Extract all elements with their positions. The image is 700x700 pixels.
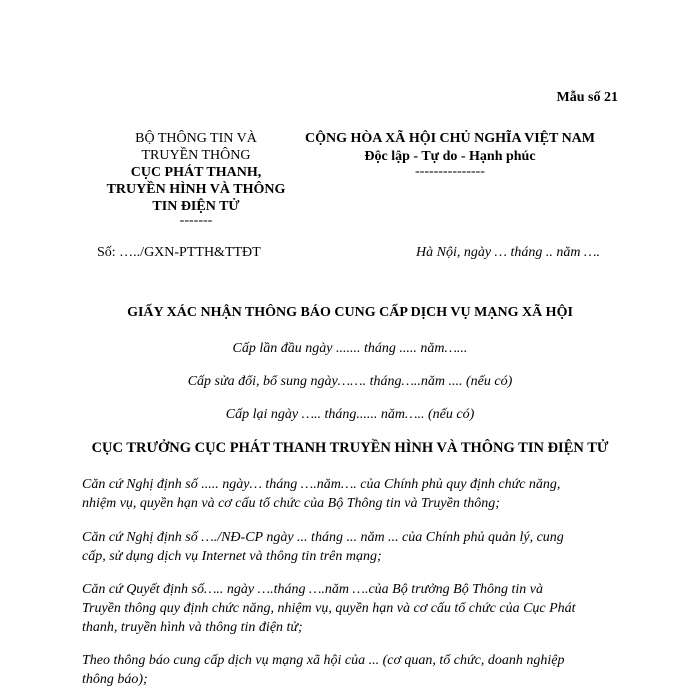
issue-amended-line: Cấp sửa đổi, bổ sung ngày……. tháng…..năm .... (nếu có) <box>187 374 513 389</box>
issue-first-line: Cấp lần đầu ngày ....... tháng ..... năm…... <box>232 341 468 356</box>
place-and-date: Hà Nội, ngày … tháng .. năm …. <box>416 245 600 260</box>
basis-line: Theo thông báo cung cấp dịch vụ mạng xã hội của ... (cơ quan, tổ chức, doanh nghiệp <box>82 653 565 668</box>
legal-basis-paragraph <box>82 651 622 689</box>
legal-basis-paragraph <box>82 475 622 513</box>
ministry-line-1: BỘ THÔNG TIN VÀ <box>135 131 257 146</box>
basis-line: Truyền thông quy định chức năng, nhiệm vụ, quyền hạn và cơ cấu tổ chức của Cục Phát <box>82 601 576 616</box>
department-line-1: CỤC PHÁT THANH, <box>130 165 262 180</box>
authority-heading: CỤC TRƯỞNG CỤC PHÁT THANH TRUYỀN HÌNH VÀ THÔNG TIN ĐIỆN TỬ <box>91 440 609 456</box>
department-line-3: TIN ĐIỆN TỬ <box>152 199 240 214</box>
basis-line: Căn cứ Nghị định số ..... ngày… tháng ….năm…. của Chính phủ quy định chức năng, <box>82 477 561 492</box>
basis-line: nhiệm vụ, quyền hạn và cơ cấu tổ chức của Bộ Thông tin và Truyền thông; <box>82 496 500 511</box>
right-divider: --------------- <box>415 164 485 179</box>
left-divider: ------- <box>179 213 213 228</box>
basis-line: cấp, sử dụng dịch vụ Internet và thông tin trên mạng; <box>82 549 382 564</box>
basis-line: Căn cứ Nghị định số …./NĐ-CP ngày ... tháng ... năm ... của Chính phủ quản lý, cung <box>82 530 564 545</box>
form-code: Mẫu số 21 <box>556 90 618 105</box>
issuing-agency-header <box>96 130 296 227</box>
national-header <box>290 130 610 178</box>
basis-line: thông báo); <box>82 672 148 687</box>
national-motto: Độc lập - Tự do - Hạnh phúc <box>364 149 536 164</box>
issue-reissued-line: Cấp lại ngày ….. tháng...... năm….. (nếu có) <box>225 407 475 422</box>
document-title: GIẤY XÁC NHẬN THÔNG BÁO CUNG CẤP DỊCH VỤ MẠNG XÃ HỘI <box>127 305 573 320</box>
basis-line: Căn cứ Quyết định số….. ngày ….tháng ….năm ….của Bộ trưởng Bộ Thông tin và <box>82 582 544 597</box>
ministry-line-2: TRUYỀN THÔNG <box>141 148 251 163</box>
basis-line: thanh, truyền hình và thông tin điện tử; <box>82 620 303 635</box>
legal-basis-paragraph <box>82 528 622 566</box>
nation-name: CỘNG HÒA XÃ HỘI CHỦ NGHĨA VIỆT NAM <box>304 131 595 146</box>
department-line-2: TRUYỀN HÌNH VÀ THÔNG <box>106 182 286 197</box>
legal-basis-paragraph <box>82 580 622 637</box>
document-number: Số: …../GXN-PTTH&TTĐT <box>97 245 261 260</box>
